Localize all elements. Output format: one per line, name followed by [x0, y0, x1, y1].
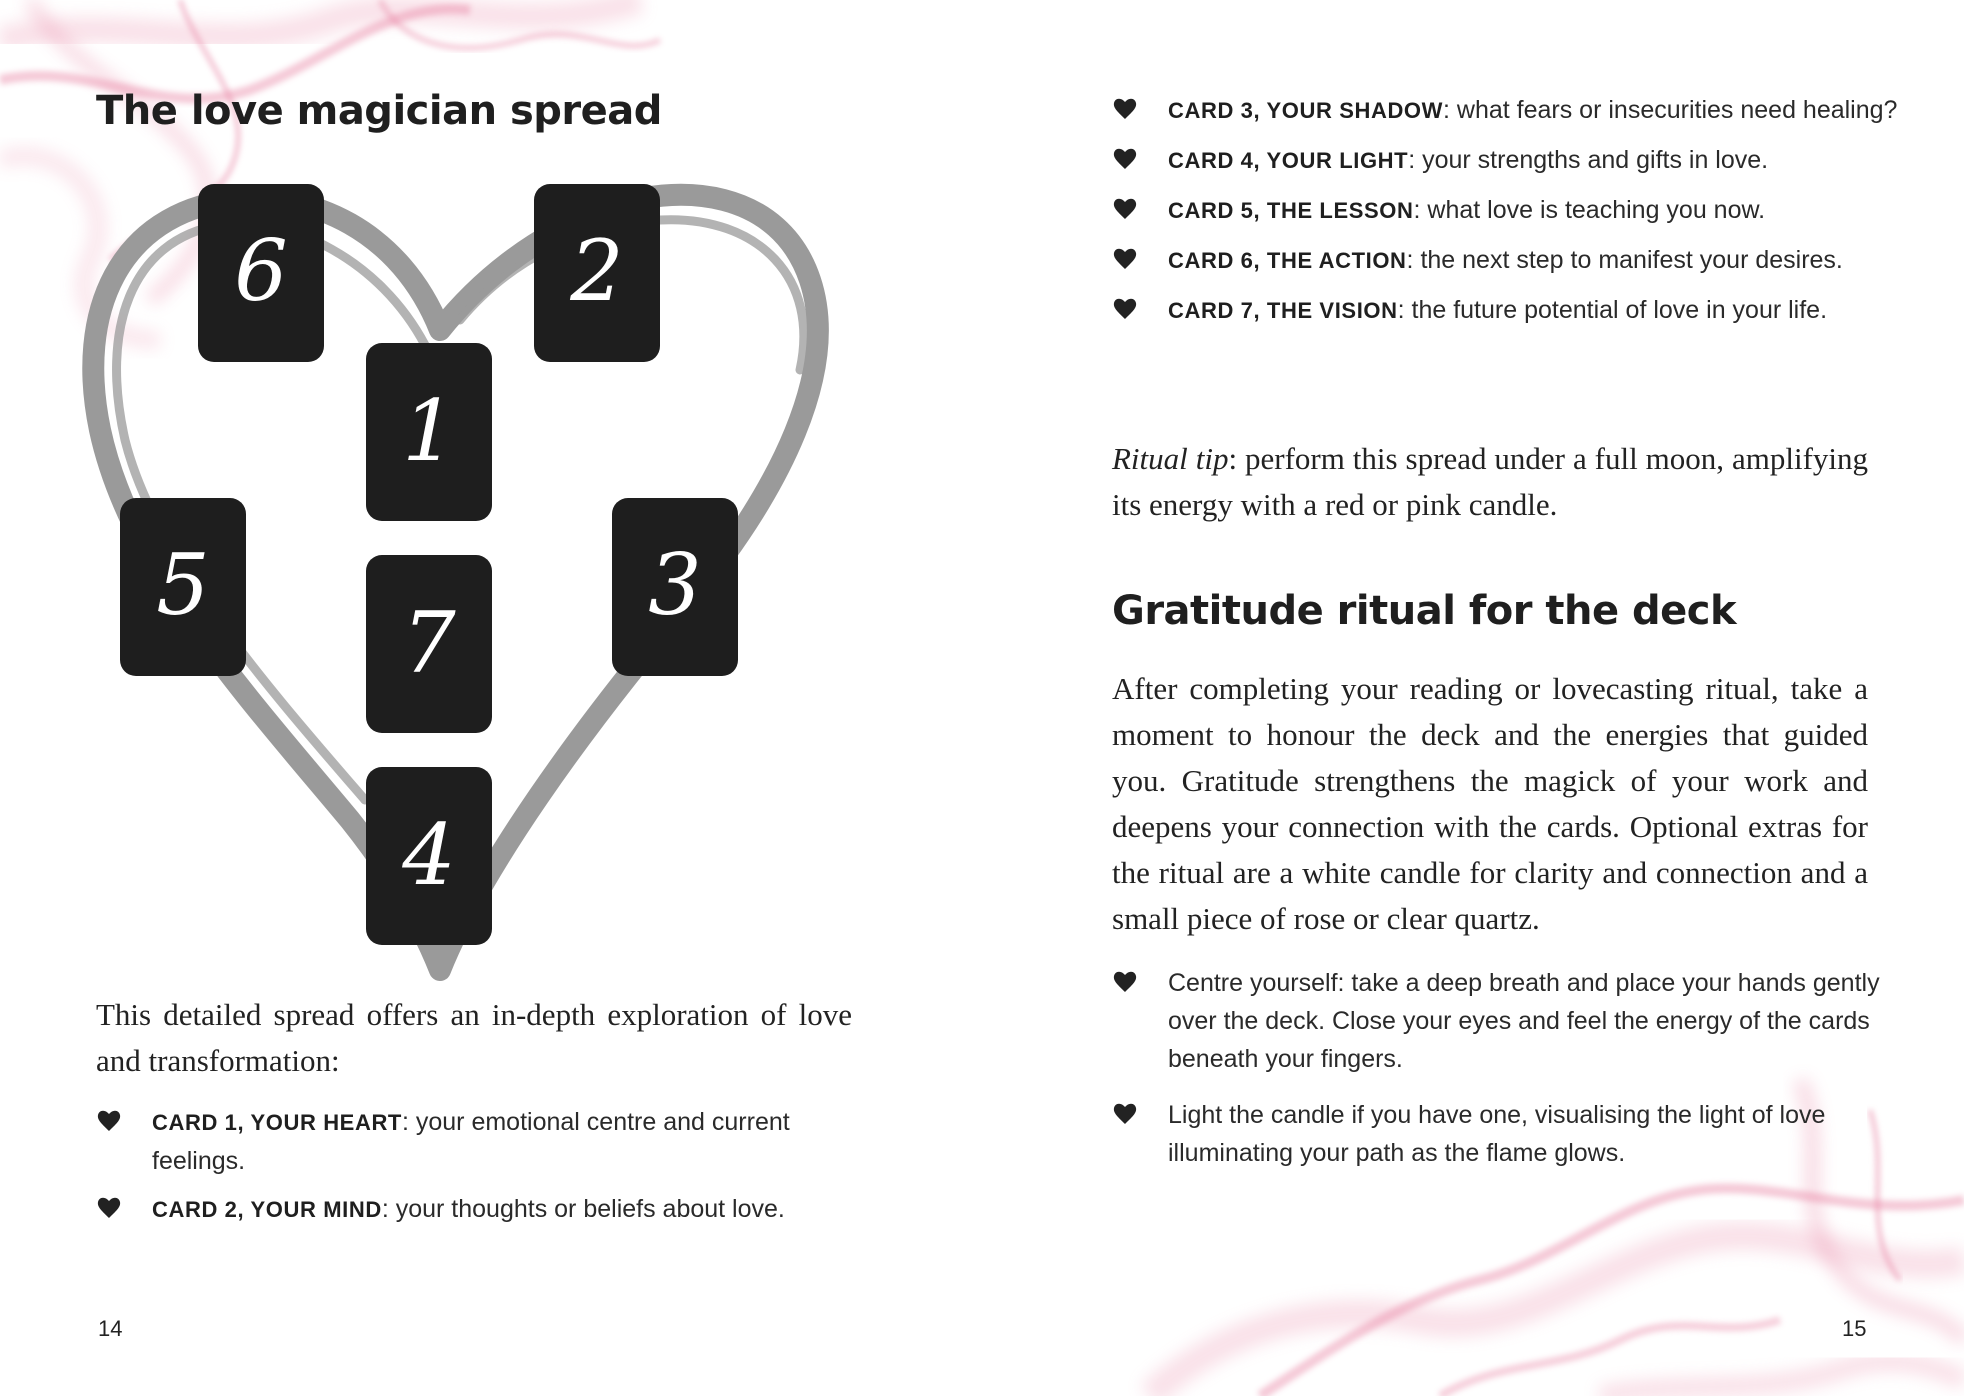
list-item	[96, 1103, 856, 1180]
ritual-tip	[1112, 436, 1868, 528]
card-description: : your emotional centre and current feelings.	[152, 1108, 790, 1175]
list-item	[1112, 91, 1902, 130]
list-item	[96, 1190, 856, 1229]
ritual-tip-text: : perform this spread under a full moon, amplifying its energy with a red or pink candle.	[1112, 441, 1869, 522]
ritual-step-text: Centre yourself: take a deep breath and place your hands gently over the deck. Close your eyes and feel the energy of the cards beneath your fingers.	[1168, 969, 1880, 1073]
card-label: CARD 5, THE LESSON	[1168, 198, 1414, 223]
card-number-7: 7	[402, 594, 456, 692]
card-description: : what love is teaching you now.	[1413, 196, 1766, 224]
card-number-5: 5	[156, 536, 210, 634]
card-number-2: 2	[570, 222, 624, 320]
card-label: CARD 1, YOUR HEART	[152, 1110, 402, 1135]
list-item	[1112, 291, 1902, 330]
card-label: CARD 3, YOUR SHADOW	[1168, 98, 1444, 123]
card-label: CARD 6, THE ACTION	[1168, 248, 1407, 273]
list-item	[1112, 964, 1902, 1078]
ritual-tip-label: Ritual tip	[1112, 441, 1229, 476]
list-item	[1112, 191, 1902, 230]
heart-bullet-icon	[1112, 97, 1138, 121]
card-5	[120, 498, 246, 676]
ritual-step-text: Light the candle if you have one, visualising the light of love illuminating your path as the flame glows.	[1168, 1101, 1826, 1167]
heart-bullet-icon	[1112, 197, 1138, 221]
card-list-left	[96, 1103, 856, 1239]
card-number-4: 4	[402, 806, 456, 904]
heart-bullet-icon	[1112, 147, 1138, 171]
list-item	[1112, 241, 1902, 280]
heart-bullet-icon	[1112, 970, 1138, 994]
card-description: : your thoughts or beliefs about love.	[381, 1195, 785, 1223]
page-number-left: 14	[98, 1316, 123, 1341]
card-number-6: 6	[234, 222, 288, 320]
card-2	[534, 184, 660, 362]
ritual-steps	[1112, 964, 1902, 1190]
card-label: CARD 4, YOUR LIGHT	[1168, 148, 1409, 173]
list-item	[1112, 141, 1902, 180]
gratitude-paragraph: After completing your reading or lovecasting ritual, take a moment to honour the deck and the energies that guided you. Gratitude strengthens the magick of your work and deepens your connection with the cards. Optional extras for the ritual are a white candle for clarity and connection and a small piece of rose or clear quartz.	[1112, 671, 1868, 936]
card-3	[612, 498, 738, 676]
love-spread-diagram	[80, 170, 880, 1000]
heart-bullet-icon	[1112, 297, 1138, 321]
spread-intro-text: This detailed spread offers an in-depth exploration of love and transformation:	[96, 997, 852, 1078]
card-7	[366, 555, 492, 733]
heart-bullet-icon	[96, 1109, 122, 1133]
card-description: : your strengths and gifts in love.	[1408, 146, 1769, 174]
card-1	[366, 343, 492, 521]
heart-bullet-icon	[1112, 1102, 1138, 1126]
card-description: : the future potential of love in your life.	[1397, 296, 1828, 324]
list-item	[1112, 1096, 1902, 1172]
card-label: CARD 7, THE VISION	[1168, 298, 1398, 323]
card-number-1: 1	[402, 382, 456, 480]
card-label: CARD 2, YOUR MIND	[152, 1197, 382, 1222]
page-title-right: Gratitude ritual for the deck	[1112, 588, 1737, 634]
card-number-3: 3	[648, 536, 702, 634]
card-4	[366, 767, 492, 945]
heart-bullet-icon	[1112, 247, 1138, 271]
card-6	[198, 184, 324, 362]
card-description: : what fears or insecurities need healing?	[1443, 96, 1898, 124]
card-description: : the next step to manifest your desires.	[1406, 246, 1843, 274]
card-list-right	[1112, 91, 1902, 341]
page-title-left: The love magician spread	[96, 88, 662, 134]
page-number-right: 15	[1842, 1316, 1867, 1341]
heart-bullet-icon	[96, 1196, 122, 1220]
